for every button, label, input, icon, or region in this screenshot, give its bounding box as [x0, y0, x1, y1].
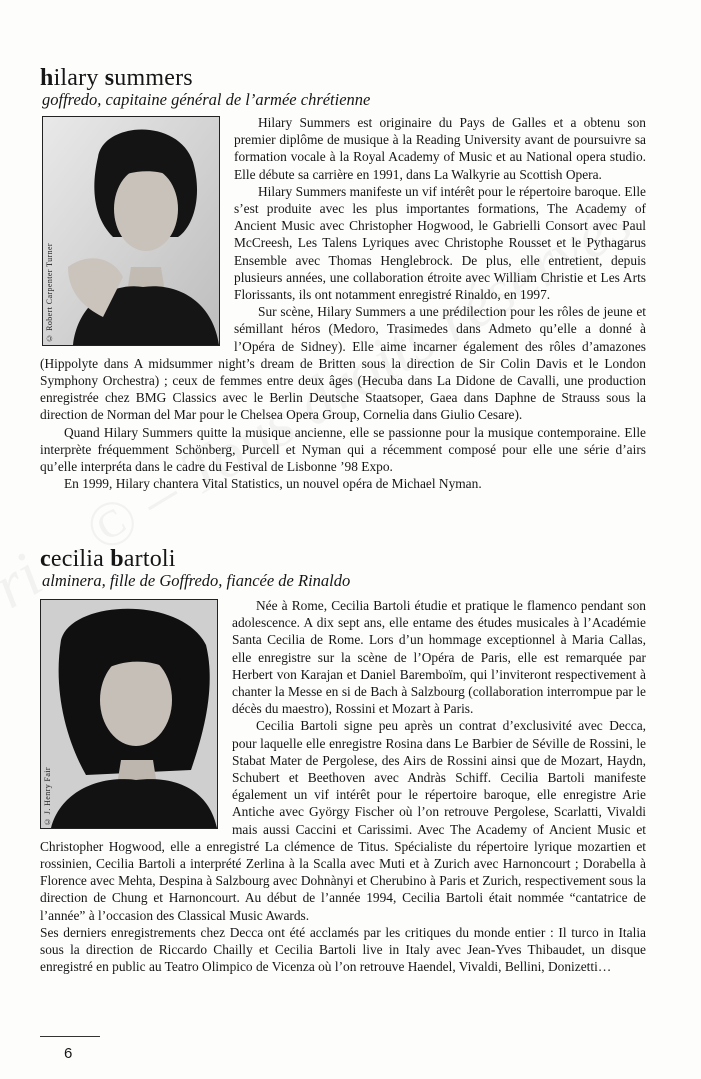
- bio-paragraph: Née à Rome, Cecilia Bartoli étudie et pratique le flamenco pendant son adolescence. A dix sept ans, elle entame des études musicales à l’Académie Santa Cecilia de Rome. Lors d’un hommage exceptionnel à Maria Callas, elle enregistre sur la scène de l’Opéra de Paris, elle est remarquée par Herbert von Karajan et Daniel Baremboïm, qui l’inviteront respectivement à chanter la Messe en si de Bach à Salzbourg (collaboration interrompue par le décès du maestro), Rossini et Mozart à Paris.: [232, 598, 646, 717]
- bio-text: [40, 114, 646, 492]
- artist-role: alminera, fille de Goffredo, fiancée de Rinaldo: [42, 571, 351, 590]
- bio-paragraph: Cecilia Bartoli signe peu après un contrat d’exclusivité avec Decca, pour laquelle elle enregistre Rosina dans Le Barbier de Séville de Rossini, le Stabat Mater de Pergolese, des Airs de Rossini ainsi que de Mozart, Haydn, Schubert et Beethoven avec Andràs Schiff. Cecilia Bartoli manifeste également un vif intérêt pour le répertoire baroque, elle enregistre Arie Antiche avec György Fischer où l’on retrouve Pergolese, Scarlatti, Vivaldi mais aussi Caccini et Carissimi. Avec The Academy of Ancient Music et Christopher Hogwood, elle a enregistré La clémence de Titus. Spécialiste du répertoire lyrique mozartien et rossinien, Cecilia Bartoli a interprété Zerlina à la Scalla avec Muti et à Zurich avec Harnoncourt ; Dorabella à Florence avec Mehta, Despina à Salzbourg avec Dohnànyi et Cherubino à Paris et Zurich, respectivement sous la direction de Chung et Harnoncourt. Au début de l’année 1994, Cecilia Bartoli était nommée “cantatrice de l’année” à l’occasion des Classical Music Awards.: [40, 718, 646, 923]
- portrait-photo: [42, 116, 220, 346]
- bio-hilary-summers: [40, 66, 646, 492]
- bio-paragraph: Ses derniers enregistrements chez Decca ont été acclamés par les critiques du monde entier : Il turco in Italia sous la direction de Riccardo Chailly et Cecilia Bartoli live in Italy avec Jean-Yves Thibaudet, un disque enregistré en public au Teatro Olimpico de Vicenza où l’on retrouve Haendel, Vivaldi, Bellini, Donizetti…: [40, 924, 646, 975]
- page-number: 6: [64, 1045, 73, 1062]
- bio-paragraph: Hilary Summers manifeste un vif intérêt pour le répertoire baroque. Elle s’est produite avec les plus importantes formations, The Academy of Ancient Music avec Christopher Hogwood, le Gabrielli Consort avec Paul McCreesh, Les Talens Lyriques avec Christophe Rousset et le Pythagarus Ensemble avec Thomas Henglebrock. De plus, elle entretient, depuis plusieurs années, une collaboration étroite avec William Christie et Les Arts Florissants, ils ont notamment enregistré Rinaldo, en 1997.: [234, 183, 646, 303]
- bio-paragraph: Hilary Summers est originaire du Pays de Galles et a obtenu son premier diplôme de musique à la Reading University avant de poursuivre sa formation vocale à la Royal Academy of Music et au National opera studio. Elle débute sa carrière en 1991, dans La Walkyrie au Scottish Opera.: [234, 115, 646, 182]
- artist-role: goffredo, capitaine général de l’armée chrétienne: [42, 90, 371, 109]
- bio-paragraph: Quand Hilary Summers quitte la musique ancienne, elle se passionne pour la musique contemporaine. Elle interprète fréquemment Schönberg, Purcell et Nyman qui a récemment composé pour elle une série d’airs qu’elle interpréta dans le cadre du Festival de Lisbonne ’98 Expo.: [40, 424, 646, 475]
- portrait-photo: [40, 599, 218, 829]
- bio-cecilia-bartoli: [40, 547, 646, 975]
- artist-name: cecilia bartoli: [40, 546, 176, 572]
- bio-text: [40, 597, 646, 975]
- photo-credit: © Robert Carpenter Turner: [45, 243, 54, 343]
- bio-paragraph: En 1999, Hilary chantera Vital Statistics, un nouvel opéra de Michael Nyman.: [64, 476, 482, 492]
- photo-credit: © J. Henry Fair: [43, 767, 52, 826]
- footer-rule: [40, 1036, 100, 1037]
- portrait-image: [41, 600, 217, 828]
- artist-name: hilary summers: [40, 65, 193, 91]
- bio-paragraph: Sur scène, Hilary Summers a une prédilection pour les rôles de jeune et sémillant héros (Medoro, Trasimedes dans Admeto qu’elle a donné à l’Opéra de Sidney). Elle aime incarner également des rôles d’amazones (Hippolyte dans A midsummer night’s dream de Britten sous la direction de Sir Colin Davis et le London Symphony Orchestra) ; ceux de femmes entre deux âges (Hecuba dans La Didone de Cavalli, une production enregistrée chez BMG Classics avec le Berlin Deutsche Staatsoper, Gaea dans Daphne de Strauss sous la direction de Norman del Mar pour le Chelsea Opera Group, Cornelia dans Giulio Cesare).: [40, 304, 646, 423]
- portrait-image: [43, 117, 219, 345]
